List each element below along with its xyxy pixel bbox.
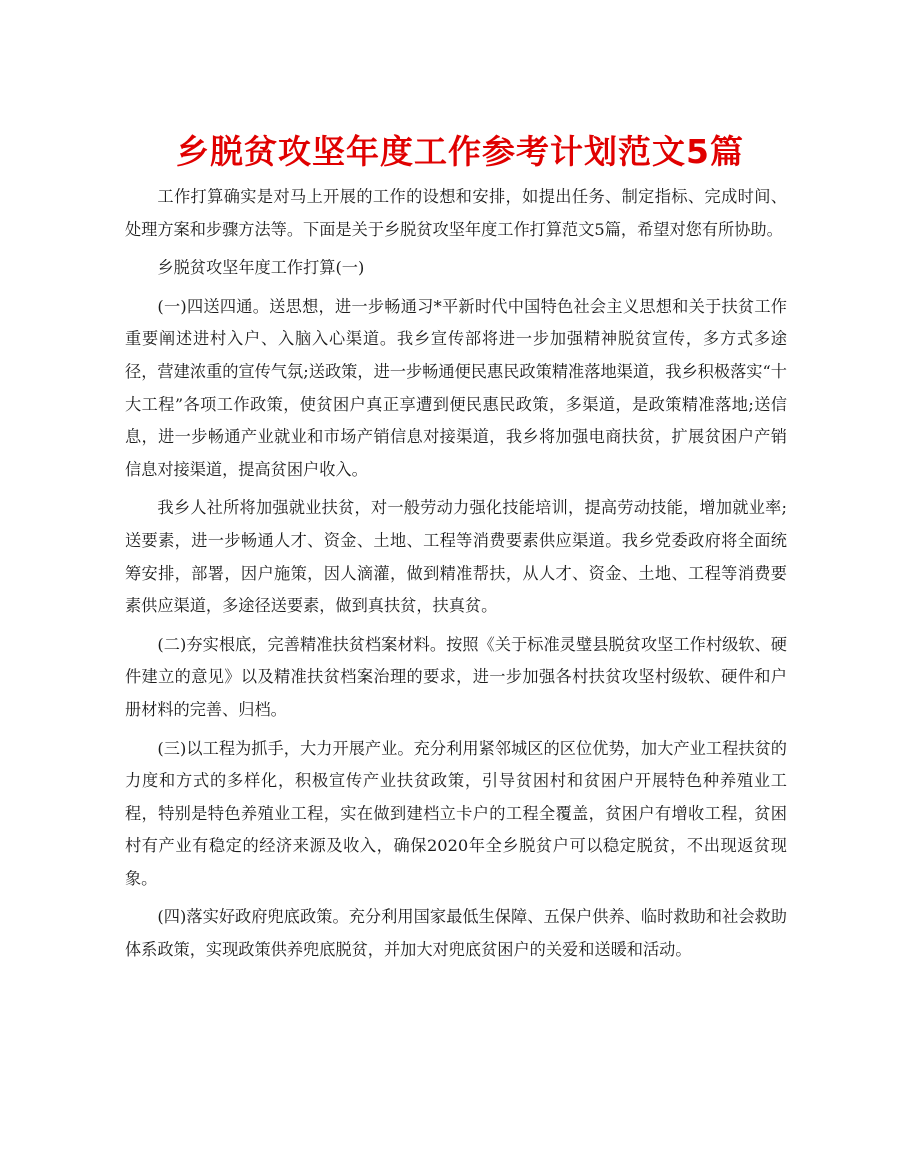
- document-title: 乡脱贫攻坚年度工作参考计划范文5篇: [176, 132, 744, 171]
- paragraph-employment: 我乡人社所将加强就业扶贫，对一般劳动力强化技能培训，提高劳动技能，增加就业率;送要素，进一步畅通人才、资金、土地、工程等消费要素供应渠道。我乡党委政府将全面统筹安排，部署，因户施策，因人滴灌，做到精准帮扶，从人才、资金、土地、工程等消费要素供应渠道，多途径送要素，做到真扶贫，扶真贫。: [125, 498, 787, 616]
- paragraph-four-sends: (一)四送四通。送思想，进一步畅通习*平新时代中国特色社会主义思想和关于扶贫工作重要阐述进村入户、入脑入心渠道。我乡宣传部将进一步加强精神脱贫宣传，多方式多途径，营建浓重的宣传气氛;送政策，进一步畅通便民惠民政策精准落地渠道，我乡积极落实“十大工程”各项工作政策，使贫困户真正享遭到便民惠民政策，多渠道，是政策精准落地;送信息，进一步畅通产业就业和市场产销信息对接渠道，我乡将加强电商扶贫，扩展贫困户产销信息对接渠道，提高贫困户收入。: [125, 296, 787, 479]
- intro-paragraph: 工作打算确实是对马上开展的工作的设想和安排，如提出任务、制定指标、完成时间、处理方案和步骤方法等。下面是关于乡脱贫攻坚年度工作打算范文5篇，希望对您有所协助。: [125, 187, 787, 239]
- paragraph-archives: (二)夯实根底，完善精准扶贫档案材料。按照《关于标准灵璧县脱贫攻坚工作村级软、硬件建立的意见》以及精准扶贫档案治理的要求，进一步加强各村扶贫攻坚村级软、硬件和户册材料的完善、归档。: [125, 634, 787, 719]
- paragraph-industry: (三)以工程为抓手，大力开展产业。充分利用紧邻城区的区位优势，加大产业工程扶贫的力度和方式的多样化，积极宣传产业扶贫政策，引导贫困村和贫困户开展特色种养殖业工程，特别是特色养殖业工程，实在做到建档立卡户的工程全覆盖，贫困户有增收工程，贫困村有产业有稳定的经济来源及收入，确保2020年全乡脱贫户可以稳定脱贫，不出现返贫现象。: [125, 738, 787, 888]
- section-heading: 乡脱贫攻坚年度工作打算(一): [157, 258, 365, 278]
- paragraph-safety-net: (四)落实好政府兜底政策。充分利用国家最低生保障、五保户供养、临时救助和社会救助体系政策，实现政策供养兜底脱贫，并加大对兜底贫困户的关爱和送暖和活动。: [125, 907, 787, 960]
- document-body: [125, 181, 787, 973]
